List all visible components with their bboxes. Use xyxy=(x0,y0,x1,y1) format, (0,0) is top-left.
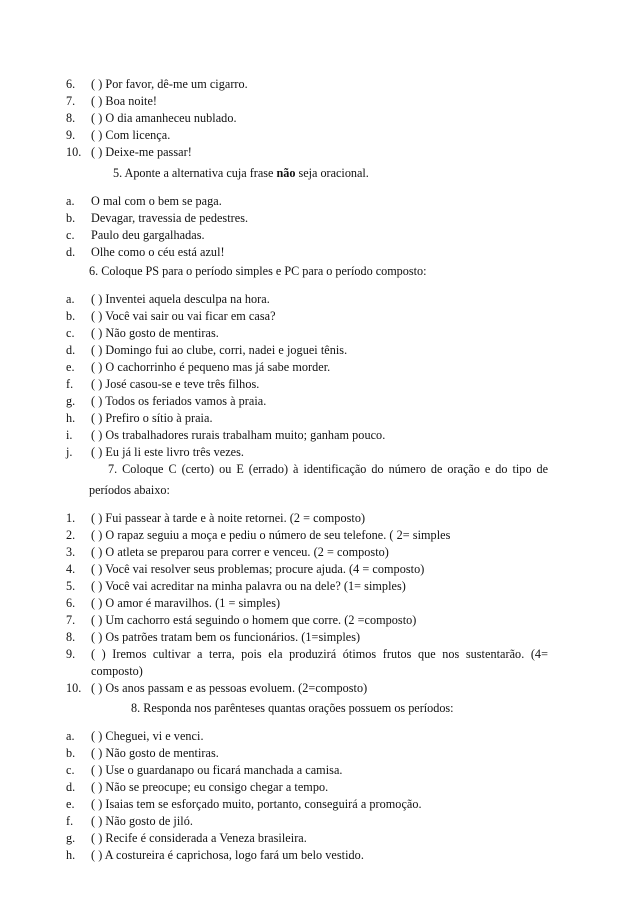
item-text: ( ) Inventei aquela desculpa na hora. xyxy=(91,292,270,306)
item-text: ( ) Você vai resolver seus problemas; procure ajuda. (4 = composto) xyxy=(91,562,425,576)
list-item xyxy=(66,579,406,593)
item-text: ( ) Isaias tem se esforçado muito, portanto, conseguirá a promoção. xyxy=(91,797,422,811)
list-item xyxy=(66,211,248,225)
item-text: ( ) Os anos passam e as pessoas evoluem. (2=composto) xyxy=(91,681,368,695)
list-item xyxy=(66,596,280,610)
item-marker: 5. xyxy=(66,579,76,593)
item-text: ( ) Não se preocupe; eu consigo chegar a tempo. xyxy=(91,780,329,794)
item-marker: g. xyxy=(66,394,76,408)
item-text: Olhe como o céu está azul! xyxy=(91,245,225,259)
list-item xyxy=(66,111,237,125)
item-text: ( ) Boa noite! xyxy=(91,94,158,108)
item-marker: f. xyxy=(66,814,74,828)
list-item xyxy=(66,763,343,777)
item-marker: b. xyxy=(66,211,76,225)
item-marker: e. xyxy=(66,797,75,811)
item-marker: 1. xyxy=(66,511,76,525)
list-item xyxy=(66,831,307,845)
list-item xyxy=(66,326,219,340)
list-item-continuation: composto) xyxy=(91,664,143,678)
q5-heading-after: seja oracional. xyxy=(295,166,369,180)
item-text: ( ) José casou-se e teve três filhos. xyxy=(91,377,260,391)
item-text: ( ) Não gosto de mentiras. xyxy=(91,746,219,760)
item-text: ( ) Eu já li este livro três vezes. xyxy=(91,445,245,459)
list-item xyxy=(66,814,193,828)
list-item xyxy=(66,797,422,811)
item-text: ( ) Você vai acreditar na minha palavra ou na dele? (1= simples) xyxy=(91,579,406,593)
item-marker: 2. xyxy=(66,528,76,542)
item-marker: d. xyxy=(66,780,76,794)
item-marker: 10. xyxy=(66,145,82,159)
list-item xyxy=(66,545,389,559)
list-item xyxy=(66,780,328,794)
item-marker: c. xyxy=(66,326,75,340)
item-marker: 10. xyxy=(66,681,82,695)
list-item xyxy=(66,292,270,306)
question-6-heading: 6. Coloque PS para o período simples e PC para o período composto: xyxy=(89,264,427,278)
question-7-heading-line2: períodos abaixo: xyxy=(89,483,170,497)
item-text: ( ) Com licença. xyxy=(91,128,171,142)
item-text: ( ) Cheguei, vi e venci. xyxy=(91,729,204,743)
list-item xyxy=(66,411,213,425)
list-item xyxy=(66,128,170,142)
item-text: ( ) Você vai sair ou vai ficar em casa? xyxy=(91,309,276,323)
item-marker: 7. xyxy=(66,94,76,108)
item-marker: 4. xyxy=(66,562,76,576)
item-text: Paulo deu gargalhadas. xyxy=(91,228,205,242)
item-marker: d. xyxy=(66,245,76,259)
item-text: ( ) O cachorrinho é pequeno mas já sabe morder. xyxy=(91,360,331,374)
item-marker: j. xyxy=(66,445,73,459)
item-text: Devagar, travessia de pedestres. xyxy=(91,211,249,225)
item-marker: 8. xyxy=(66,111,76,125)
item-marker: g. xyxy=(66,831,76,845)
list-item xyxy=(66,746,219,760)
item-marker: b. xyxy=(66,746,76,760)
item-marker: 8. xyxy=(66,630,76,644)
item-text: ( ) Domingo fui ao clube, corri, nadei e joguei tênis. xyxy=(91,343,348,357)
list-item xyxy=(66,613,416,627)
item-marker: e. xyxy=(66,360,75,374)
question-7-heading-line1: 7. Coloque C (certo) ou E (errado) à identificação do número de oração e do tipo de xyxy=(108,462,548,476)
item-text: ( ) Os trabalhadores rurais trabalham muito; ganham pouco. xyxy=(91,428,386,442)
list-item xyxy=(66,562,424,576)
item-text: ( ) Um cachorro está seguindo o homem que corre. (2 =composto) xyxy=(91,613,417,627)
item-text: ( ) Por favor, dê-me um cigarro. xyxy=(91,77,248,91)
list-item xyxy=(66,729,204,743)
item-marker: 6. xyxy=(66,596,76,610)
item-text: ( ) O dia amanheceu nublado. xyxy=(91,111,237,125)
item-text: ( ) Iremos cultivar a terra, pois ela produzirá ótimos frutos que nos sustentarão. (4= xyxy=(91,647,548,661)
item-marker: 6. xyxy=(66,77,76,91)
q5-heading-before: 5. Aponte a alternativa cuja frase xyxy=(113,166,277,180)
item-marker: h. xyxy=(66,411,76,425)
list-item xyxy=(66,647,550,661)
list-item xyxy=(66,511,365,525)
item-marker: c. xyxy=(66,763,75,777)
list-item xyxy=(66,360,330,374)
item-marker: h. xyxy=(66,848,76,862)
list-item xyxy=(66,630,360,644)
item-text: ( ) Prefiro o sítio à praia. xyxy=(91,411,213,425)
list-item xyxy=(66,245,225,259)
q5-heading-bold: não xyxy=(276,166,296,180)
item-marker: f. xyxy=(66,377,74,391)
list-item xyxy=(66,848,364,862)
list-item xyxy=(66,445,244,459)
item-text: ( ) O atleta se preparou para correr e venceu. (2 = composto) xyxy=(91,545,389,559)
item-marker: a. xyxy=(66,194,75,208)
item-text: ( ) Deixe-me passar! xyxy=(91,145,192,159)
list-item xyxy=(66,377,259,391)
item-text: O mal com o bem se paga. xyxy=(91,194,222,208)
list-item xyxy=(66,145,192,159)
item-text: ( ) Os patrões tratam bem os funcionários. (1=simples) xyxy=(91,630,361,644)
item-marker: c. xyxy=(66,228,75,242)
item-text: ( ) O amor é maravilhos. (1 = simples) xyxy=(91,596,281,610)
item-text: ( ) A costureira é caprichosa, logo fará um belo vestido. xyxy=(91,848,364,862)
item-text: ( ) O rapaz seguiu a moça e pediu o número de seu telefone. ( 2= simples xyxy=(91,528,451,542)
item-marker: i. xyxy=(66,428,73,442)
list-item xyxy=(66,428,385,442)
list-item xyxy=(66,528,450,542)
list-item xyxy=(66,394,266,408)
item-marker: 7. xyxy=(66,613,76,627)
question-5-heading xyxy=(113,166,369,180)
list-item xyxy=(66,343,347,357)
item-text: ( ) Não gosto de mentiras. xyxy=(91,326,219,340)
item-marker: d. xyxy=(66,343,76,357)
item-text: ( ) Use o guardanapo ou ficará manchada a camisa. xyxy=(91,763,343,777)
list-item xyxy=(66,194,222,208)
list-item xyxy=(66,94,157,108)
item-marker: 3. xyxy=(66,545,76,559)
item-text: ( ) Todos os feriados vamos à praia. xyxy=(91,394,267,408)
item-text: ( ) Recife é considerada a Veneza brasileira. xyxy=(91,831,307,845)
item-marker: 9. xyxy=(66,647,76,661)
item-marker: a. xyxy=(66,292,75,306)
item-marker: 9. xyxy=(66,128,76,142)
item-marker: a. xyxy=(66,729,75,743)
list-item xyxy=(66,681,367,695)
list-item xyxy=(66,228,205,242)
item-text: ( ) Fui passear à tarde e à noite retornei. (2 = composto) xyxy=(91,511,366,525)
item-text: ( ) Não gosto de jiló. xyxy=(91,814,193,828)
question-8-heading: 8. Responda nos parênteses quantas orações possuem os períodos: xyxy=(131,701,454,715)
list-item xyxy=(66,77,248,91)
list-item xyxy=(66,309,276,323)
item-marker: b. xyxy=(66,309,76,323)
